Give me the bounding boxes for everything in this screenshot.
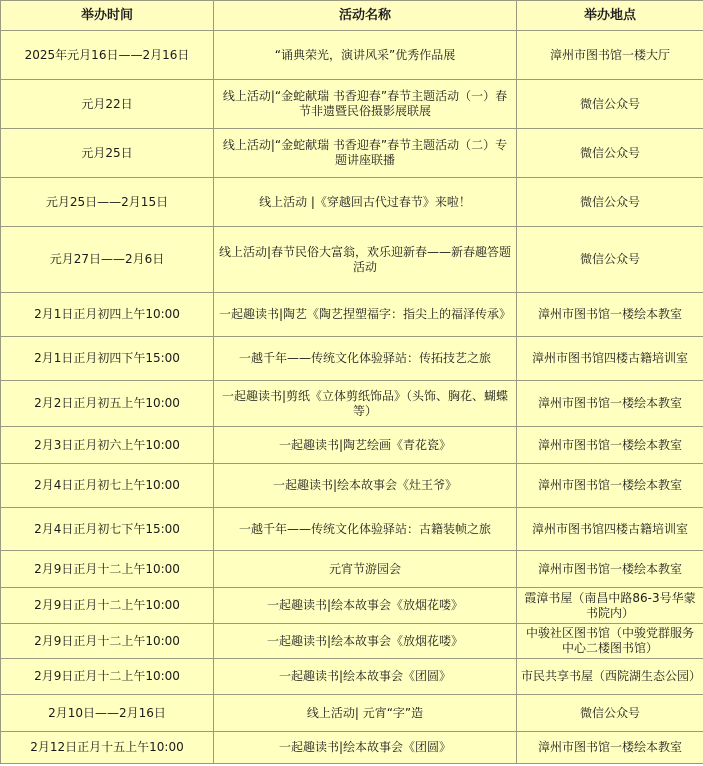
table-row [1,588,703,624]
cell-time: 元月25日——2月15日 [1,178,214,227]
cell-time: 元月25日 [1,129,214,178]
cell-place: 漳州市图书馆一楼绘本教室 [517,732,703,764]
cell-place: 微信公众号 [517,178,703,227]
cell-place: 漳州市图书馆四楼古籍培训室 [517,337,703,381]
cell-time: 2月9日正月十二上午10:00 [1,659,214,695]
cell-name: “诵典荣光，演讲风采”优秀作品展 [214,31,517,80]
cell-time: 元月22日 [1,80,214,129]
cell-name: 一起趣读书|绘本故事会《放烟花喽》 [214,624,517,659]
cell-name: 线上活动|“金蛇献瑞 书香迎春”春节主题活动（二）专题讲座联播 [214,129,517,178]
cell-name: 线上活动|春节民俗大富翁，欢乐迎新春——新春趣答题活动 [214,227,517,293]
cell-place: 微信公众号 [517,695,703,732]
table-row [1,80,703,129]
header-row [1,1,703,31]
cell-name: 元宵节游园会 [214,551,517,588]
cell-name: 一起趣读书|绘本故事会《灶王爷》 [214,464,517,508]
table-row [1,31,703,80]
table-row [1,695,703,732]
cell-name: 线上活动| 元宵“字”造 [214,695,517,732]
cell-time: 2月3日正月初六上午10:00 [1,427,214,464]
cell-time: 2月9日正月十二上午10:00 [1,624,214,659]
cell-place: 漳州市图书馆一楼绘本教室 [517,551,703,588]
cell-time: 2月12日正月十五上午10:00 [1,732,214,764]
cell-place: 漳州市图书馆四楼古籍培训室 [517,508,703,551]
cell-place: 漳州市图书馆一楼大厅 [517,31,703,80]
cell-time: 2月10日——2月16日 [1,695,214,732]
cell-time: 2月4日正月初七下午15:00 [1,508,214,551]
cell-name: 一越千年——传统文化体验驿站：古籍装帧之旅 [214,508,517,551]
cell-name: 一起趣读书|陶艺《陶艺捏塑福字：指尖上的福泽传承》 [214,293,517,337]
cell-time: 2月1日正月初四下午15:00 [1,337,214,381]
cell-time: 2月2日正月初五上午10:00 [1,381,214,427]
cell-time: 元月27日——2月6日 [1,227,214,293]
table-row [1,381,703,427]
cell-time: 2月9日正月十二上午10:00 [1,588,214,624]
cell-name: 线上活动|“金蛇献瑞 书香迎春”春节主题活动（一）春节非遗暨民俗摄影展联展 [214,80,517,129]
header-time: 举办时间 [1,1,214,31]
header-place: 举办地点 [517,1,703,31]
cell-name: 一起趣读书|陶艺绘画《青花瓷》 [214,427,517,464]
table-row [1,508,703,551]
cell-place: 微信公众号 [517,129,703,178]
cell-place: 市民共享书屋（西院湖生态公园） [517,659,703,695]
table-row [1,337,703,381]
table-row [1,624,703,659]
cell-time: 2025年元月16日——2月16日 [1,31,214,80]
table-row [1,227,703,293]
cell-place: 微信公众号 [517,80,703,129]
table-row [1,129,703,178]
header-name: 活动名称 [214,1,517,31]
cell-place: 漳州市图书馆一楼绘本教室 [517,464,703,508]
cell-name: 一起趣读书|绘本故事会《放烟花喽》 [214,588,517,624]
cell-name: 一起趣读书|绘本故事会《团圆》 [214,659,517,695]
table-row [1,464,703,508]
cell-name: 线上活动 |《穿越回古代过春节》来啦！ [214,178,517,227]
cell-place: 霞漳书屋（南昌中路86-3号华蒙书院内） [517,588,703,624]
table-row [1,732,703,764]
cell-place: 漳州市图书馆一楼绘本教室 [517,381,703,427]
table-row [1,551,703,588]
cell-name: 一起趣读书|绘本故事会《团圆》 [214,732,517,764]
cell-place: 漳州市图书馆一楼绘本教室 [517,427,703,464]
cell-name: 一起趣读书|剪纸《立体剪纸饰品》（头饰、胸花、蝴蝶等） [214,381,517,427]
cell-name: 一越千年——传统文化体验驿站：传拓技艺之旅 [214,337,517,381]
cell-place: 微信公众号 [517,227,703,293]
cell-time: 2月9日正月十二上午10:00 [1,551,214,588]
cell-place: 漳州市图书馆一楼绘本教室 [517,293,703,337]
table-row [1,659,703,695]
table-row [1,293,703,337]
table-row [1,178,703,227]
cell-time: 2月1日正月初四上午10:00 [1,293,214,337]
cell-place: 中骏社区图书馆（中骏党群服务中心二楼图书馆） [517,624,703,659]
cell-time: 2月4日正月初七上午10:00 [1,464,214,508]
table-row [1,427,703,464]
